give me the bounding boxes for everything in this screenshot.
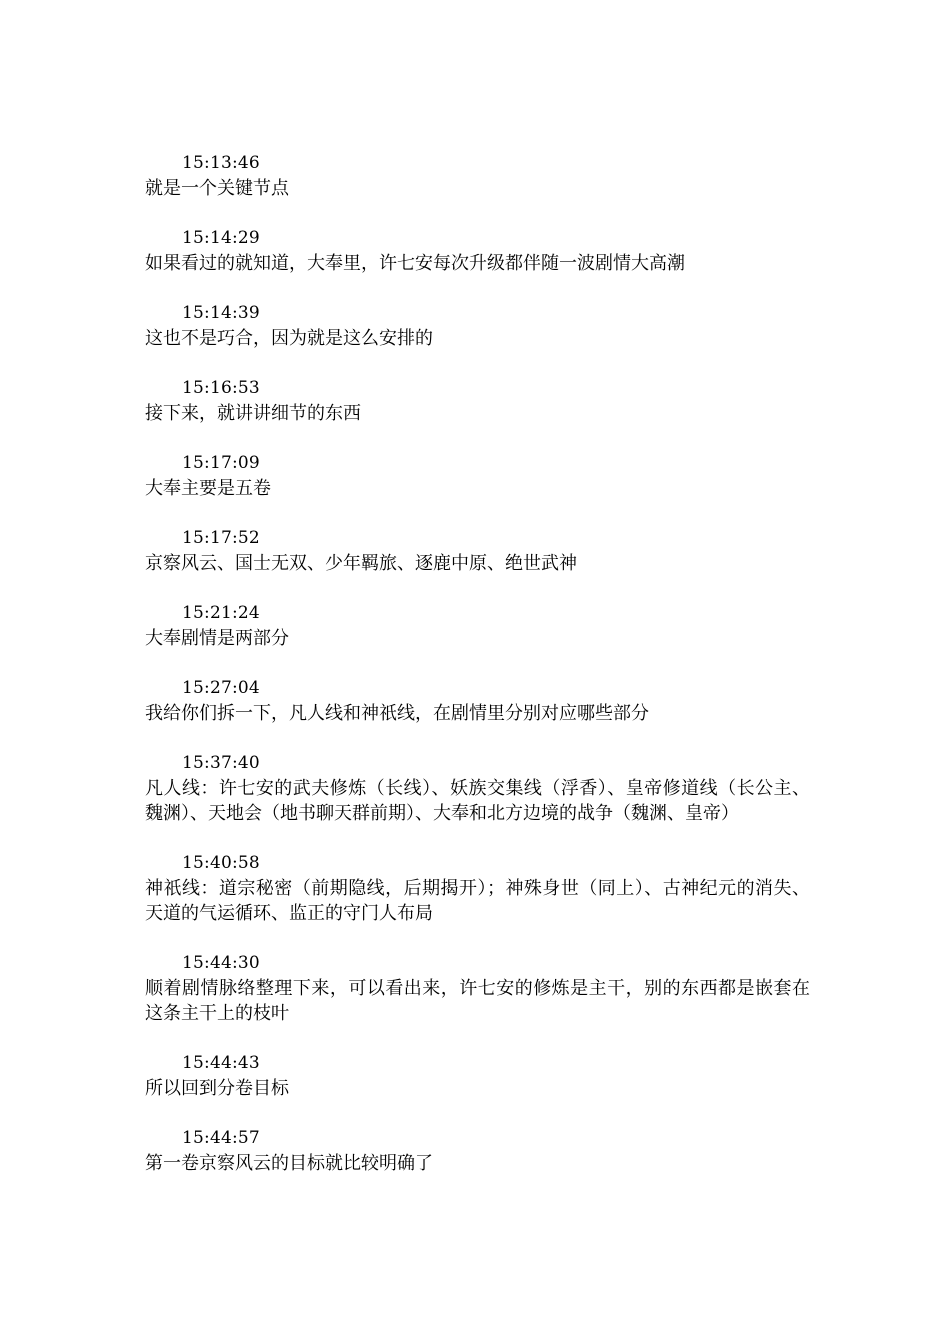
transcript-body xyxy=(145,152,810,1202)
timestamp: 15:17:52 xyxy=(182,528,260,548)
timestamp: 15:17:09 xyxy=(182,453,260,473)
transcript-entry xyxy=(145,1127,810,1176)
transcript-text: 接下来，就讲讲细节的东西 xyxy=(145,403,361,424)
timestamp: 15:21:24 xyxy=(182,603,260,623)
transcript-entry xyxy=(145,1052,810,1101)
transcript-text: 大奉主要是五卷 xyxy=(145,478,271,499)
transcript-text: 顺着剧情脉络整理下来，可以看出来，许七安的修炼是主干，别的东西都是嵌套在这条主干上的枝叶 xyxy=(145,978,810,1024)
timestamp: 15:37:40 xyxy=(182,753,260,773)
transcript-text: 大奉剧情是两部分 xyxy=(145,628,289,649)
timestamp: 15:14:29 xyxy=(182,228,260,248)
transcript-entry xyxy=(145,227,810,276)
transcript-text: 这也不是巧合，因为就是这么安排的 xyxy=(145,328,433,349)
transcript-entry xyxy=(145,752,810,826)
transcript-entry xyxy=(145,152,810,201)
transcript-text: 我给你们拆一下，凡人线和神祇线，在剧情里分别对应哪些部分 xyxy=(145,703,649,724)
transcript-text: 京察风云、国士无双、少年羁旅、逐鹿中原、绝世武神 xyxy=(145,553,577,574)
timestamp: 15:16:53 xyxy=(182,378,260,398)
timestamp: 15:44:43 xyxy=(182,1053,260,1073)
transcript-entry xyxy=(145,602,810,651)
transcript-text: 凡人线：许七安的武夫修炼（长线）、妖族交集线（浮香）、皇帝修道线（长公主、魏渊）、天地会（地书聊天群前期）、大奉和北方边境的战争（魏渊、皇帝） xyxy=(145,778,810,824)
transcript-entry xyxy=(145,377,810,426)
timestamp: 15:40:58 xyxy=(182,853,260,873)
timestamp: 15:13:46 xyxy=(182,153,260,173)
transcript-text: 第一卷京察风云的目标就比较明确了 xyxy=(145,1153,433,1174)
timestamp: 15:27:04 xyxy=(182,678,260,698)
transcript-entry xyxy=(145,677,810,726)
transcript-entry xyxy=(145,452,810,501)
transcript-text: 神祇线：道宗秘密（前期隐线，后期揭开）；神殊身世（同上）、古神纪元的消失、天道的气运循环、监正的守门人布局 xyxy=(145,878,810,924)
transcript-text: 所以回到分卷目标 xyxy=(145,1078,289,1099)
transcript-entry xyxy=(145,952,810,1026)
transcript-entry xyxy=(145,527,810,576)
timestamp: 15:44:30 xyxy=(182,953,260,973)
timestamp: 15:44:57 xyxy=(182,1128,260,1148)
timestamp: 15:14:39 xyxy=(182,303,260,323)
transcript-entry xyxy=(145,852,810,926)
transcript-entry xyxy=(145,302,810,351)
transcript-text: 如果看过的就知道，大奉里，许七安每次升级都伴随一波剧情大高潮 xyxy=(145,253,685,274)
transcript-text: 就是一个关键节点 xyxy=(145,178,289,199)
